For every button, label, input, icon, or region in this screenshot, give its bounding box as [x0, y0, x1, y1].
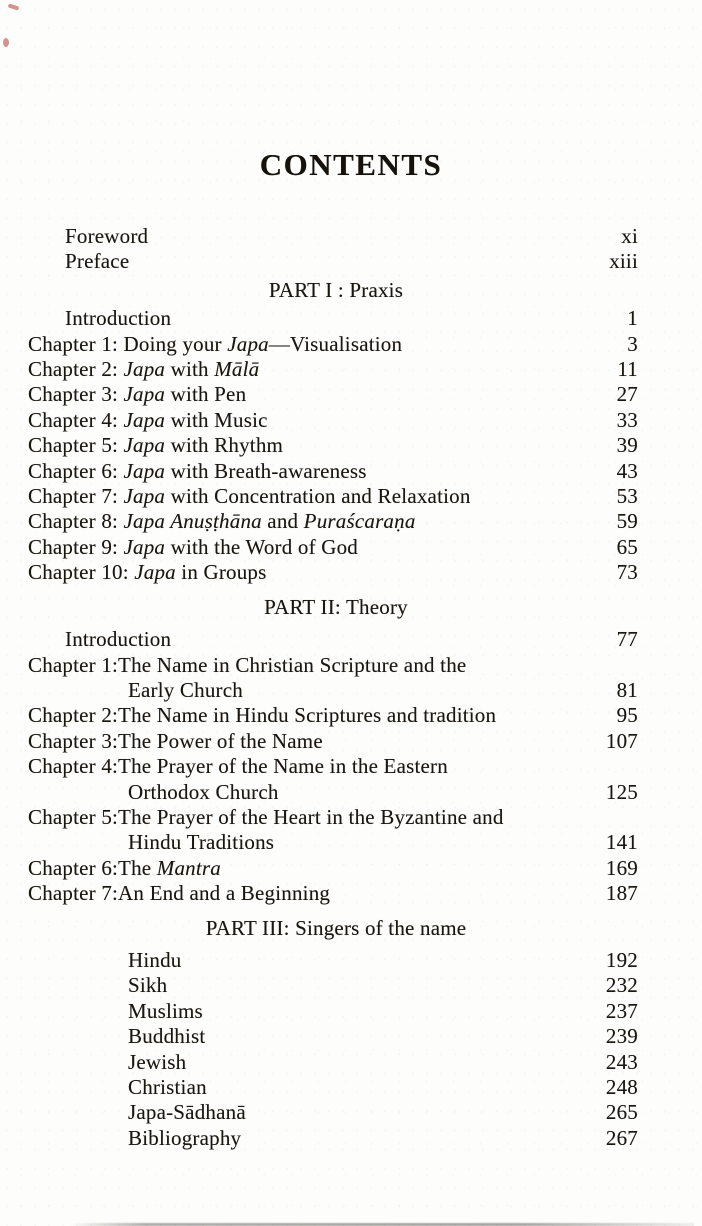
toc-entry-page: 11	[617, 357, 638, 382]
toc-entry	[0, 805, 702, 830]
toc-entry-page: 95	[616, 703, 638, 728]
toc-entry-label: Muslims	[128, 998, 203, 1023]
toc-entry-label: Chapter 1: Doing your Japa—Visualisation	[28, 331, 403, 356]
toc-entry-label: Chapter 7: Japa with Concentration and Relaxation	[28, 484, 471, 509]
toc-entry-label: Early Church	[128, 677, 243, 702]
toc-entry	[0, 780, 702, 805]
toc-entry	[0, 484, 702, 509]
toc-entry	[0, 973, 702, 998]
toc-entry-page: 267	[605, 1125, 638, 1150]
toc-entry	[0, 1024, 702, 1049]
toc-entry	[0, 856, 702, 881]
toc-entry-page: 107	[605, 728, 638, 753]
toc-entry-page: 192	[605, 947, 638, 972]
toc-entry	[0, 382, 702, 407]
toc-entry	[0, 1075, 702, 1100]
toc-entry-page: 248	[605, 1075, 638, 1099]
part-heading: PART II: Theory	[264, 594, 408, 619]
part-heading: PART I : Praxis	[268, 277, 404, 302]
toc-entry-label: Chapter 1:The Name in Christian Scripture and the	[28, 652, 467, 677]
toc-entry-page: xi	[621, 224, 638, 248]
toc-entry-label: Chapter 4:The Prayer of the Name in the Eastern	[28, 754, 448, 779]
toc-entry-label: Chapter 8: Japa Anuṣṭhāna and Puraścaraṇa	[28, 509, 416, 534]
toc-entry-page: 59	[616, 509, 638, 534]
toc-entry	[0, 830, 702, 855]
toc-entry	[0, 357, 702, 382]
toc-entry-label: Hindu	[128, 947, 182, 972]
toc-entry	[0, 224, 702, 249]
toc-entry-page: 169	[605, 855, 638, 880]
toc-entry-page: 43	[616, 458, 638, 483]
toc-entry	[0, 306, 702, 331]
toc-entry-label: Sikh	[128, 973, 168, 998]
toc-entry-label: Japa-Sādhanā	[128, 1100, 246, 1125]
toc-entry-label: Chapter 6:The Mantra	[28, 855, 221, 880]
toc-entry	[0, 653, 702, 678]
toc-entry-page: 125	[605, 779, 638, 804]
toc-entry-page: 237	[605, 998, 638, 1023]
toc-entry-label: Chapter 2:The Name in Hindu Scriptures and tradition	[28, 703, 497, 728]
toc-entry-label: Jewish	[128, 1049, 187, 1074]
toc-entry-label: Chapter 3: Japa with Pen	[28, 382, 247, 407]
toc-entry-page: 81	[616, 677, 638, 702]
toc-entry-label: Chapter 5: Japa with Rhythm	[28, 433, 284, 458]
toc-entry-label: Buddhist	[128, 1024, 206, 1049]
page-title: CONTENTS	[259, 147, 443, 182]
toc-entry-label: Introduction	[65, 627, 172, 652]
toc-entry	[0, 1126, 702, 1151]
table-of-contents	[0, 224, 702, 1151]
toc-entry-label: Introduction	[65, 306, 172, 331]
toc-entry-page: 33	[616, 407, 638, 432]
toc-entry-page: 73	[616, 560, 638, 585]
toc-entry-label: Chapter 10: Japa in Groups	[28, 560, 267, 585]
toc-entry-label: Christian	[128, 1075, 207, 1099]
toc-entry	[0, 627, 702, 652]
toc-entry	[0, 703, 702, 728]
toc-entry	[0, 408, 702, 433]
toc-entry-label: Chapter 5:The Prayer of the Heart in the Byzantine and	[28, 804, 504, 829]
toc-entry	[0, 678, 702, 703]
toc-entry	[0, 249, 702, 274]
toc-entry-page: 77	[616, 627, 638, 652]
toc-entry-page: 232	[605, 973, 638, 998]
toc-entry	[0, 729, 702, 754]
toc-entry-page: 39	[616, 433, 638, 458]
toc-entry-label: Chapter 6: Japa with Breath-awareness	[28, 458, 367, 483]
toc-entry	[0, 433, 702, 458]
toc-entry-page: 65	[616, 534, 638, 559]
toc-entry-page: 265	[605, 1100, 638, 1125]
toc-entry	[0, 560, 702, 585]
toc-entry	[0, 459, 702, 484]
toc-entry-label: Chapter 3:The Power of the Name	[28, 728, 323, 753]
toc-entry-page: 239	[605, 1024, 638, 1049]
toc-entry	[0, 1100, 702, 1125]
toc-entry-page: 3	[627, 331, 638, 356]
toc-entry-label: Chapter 9: Japa with the Word of God	[28, 534, 358, 559]
toc-entry-page: 53	[616, 484, 638, 509]
toc-entry	[0, 948, 702, 973]
toc-entry	[0, 332, 702, 357]
toc-entry-label: Preface	[65, 249, 130, 274]
toc-entry-page: 187	[605, 881, 638, 906]
toc-entry-page: 1	[627, 306, 638, 331]
toc-entry-page: 243	[605, 1049, 638, 1074]
toc-entry	[0, 535, 702, 560]
toc-entry	[0, 1050, 702, 1075]
part-heading: PART III: Singers of the name	[205, 915, 467, 940]
toc-entry-label: Chapter 7:An End and a Beginning	[28, 881, 331, 906]
toc-entry	[0, 881, 702, 906]
toc-entry-label: Bibliography	[128, 1125, 242, 1150]
toc-entry-label: Chapter 4: Japa with Music	[28, 407, 268, 432]
toc-entry-page: 141	[605, 830, 638, 855]
toc-entry-page: xiii	[609, 249, 638, 274]
toc-entry-label: Foreword	[65, 224, 149, 248]
toc-entry-page: 27	[616, 382, 638, 407]
toc-entry-label: Chapter 2: Japa with Mālā	[28, 357, 260, 382]
toc-entry	[0, 754, 702, 779]
toc-entry	[0, 509, 702, 534]
toc-entry	[0, 999, 702, 1024]
toc-entry-label: Hindu Traditions	[128, 830, 275, 855]
toc-entry-label: Orthodox Church	[128, 779, 279, 804]
